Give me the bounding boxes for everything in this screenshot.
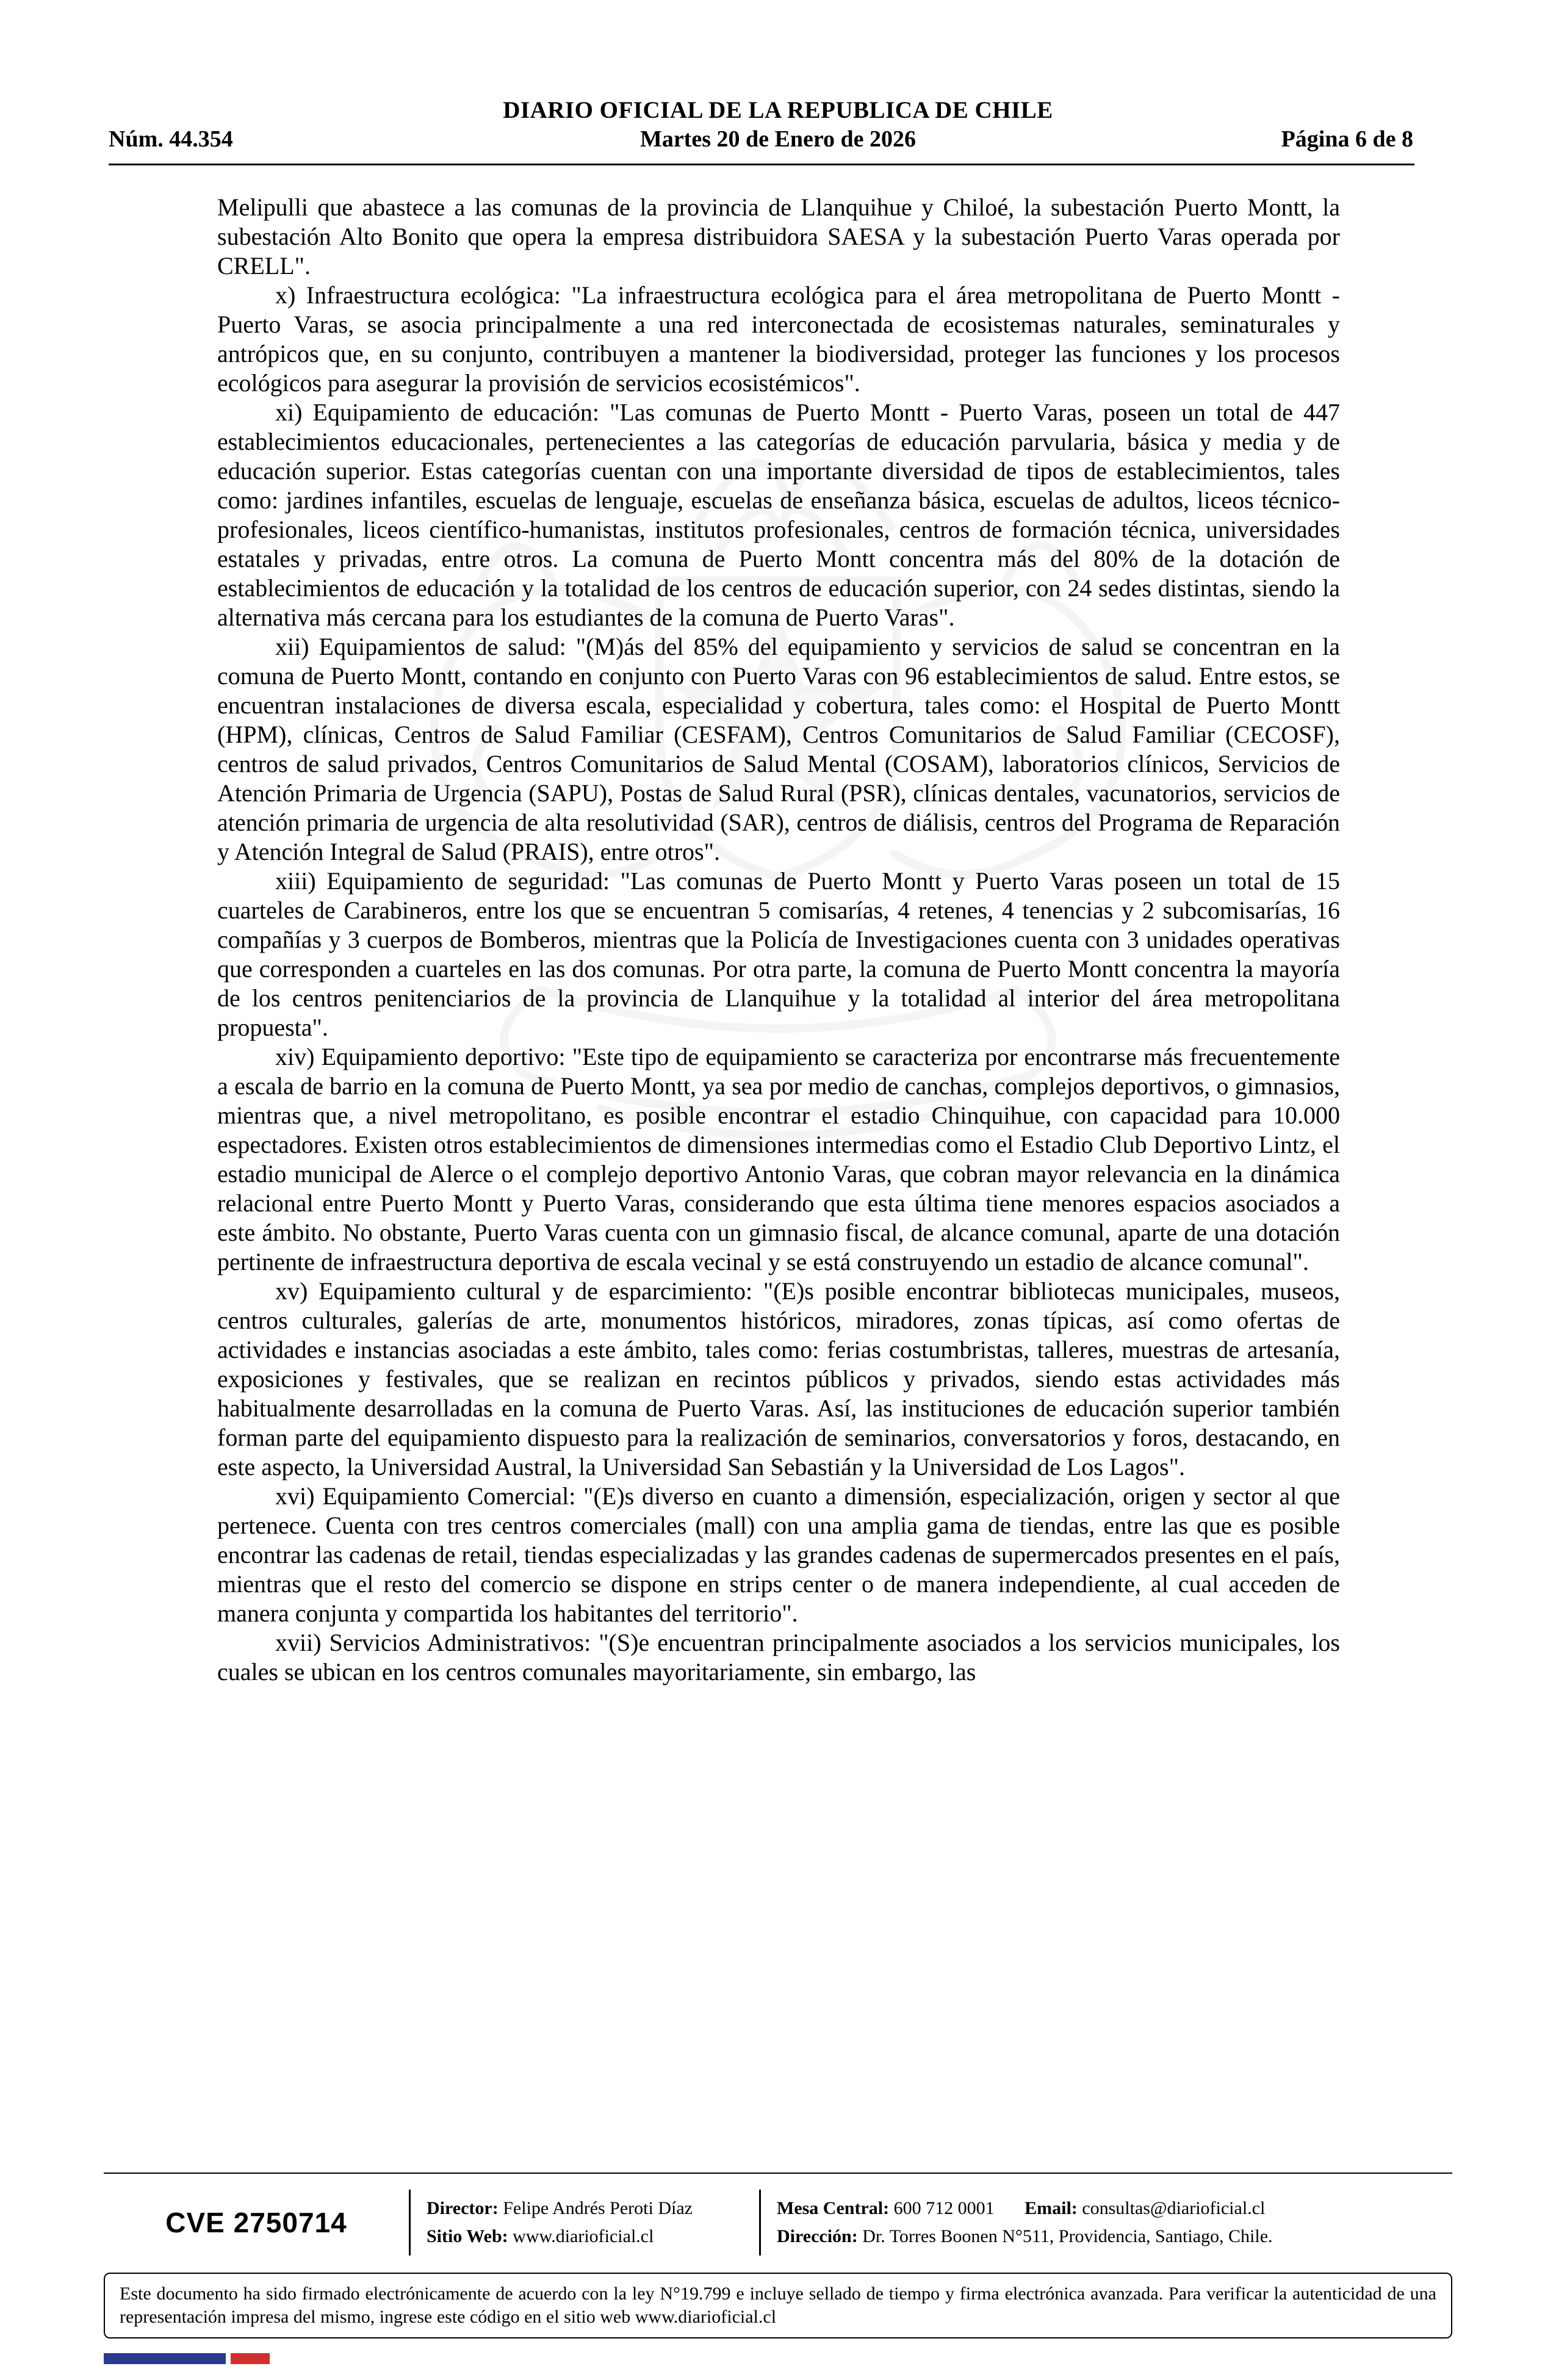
address-value: Dr. Torres Boonen N°511, Providencia, Santiago, Chile. [862,2226,1273,2246]
paragraph-xvii-servicios-admin: xvii) Servicios Administrativos: "(S)e encuentran principalmente asociados a los servicios municipales, los cuales se ubican en los centros comunales mayoritariamente, sin embargo, las [217,1629,1340,1686]
paragraph-xii-salud: xii) Equipamientos de salud: "(M)ás del 85% del equipamiento y servicios de salud se concentran en la comuna de Puerto Montt, contando en conjunto con Puerto Varas con 96 establecimientos de salud. Entre estos, se encuentran instalaciones de diversa escala, especialidad y cobertura, tales como: el Hospital de Puerto Montt (HPM), clínicas, Centros de Salud Familiar (CESFAM), Centros Comunitarios de Salud Familiar (CECOSF), centros de salud privados, Centros Comunitarios de Salud Mental (COSAM), laboratorios clínicos, Servicios de Atención Primaria de Urgencia (SAPU), Postas de Salud Rural (PSR), clínicas dentales, vacunatorios, servicios de atención primaria de urgencia de alta resolutividad (SAR), centros de diálisis, centros del Programa de Reparación y Atención Integral de Salud (PRAIS), entre otros". [217,633,1340,865]
address-line [777,2225,1452,2248]
issue-number: Núm. 44.354 [109,126,233,152]
paragraph-x-infraestructura: x) Infraestructura ecológica: "La infraestructura ecológica para el área metropolitana de Puerto Montt - Puerto Varas, se asocia principalmente a una red interconectada de ecosistemas naturales, seminaturales y antrópicos que, en su conjunto, contribuyen a mantener la biodiversidad, proteger las funciones y los procesos ecológicos para asegurar la provisión de servicios ecosistémicos". [217,281,1340,397]
flag-blue-segment [104,2353,226,2364]
website-label: Sitio Web: [427,2226,508,2246]
paragraph-xiv-deportivo: xiv) Equipamiento deportivo: "Este tipo de equipamiento se caracteriza por encontrarse más frecuentemente a escala de barrio en la comuna de Puerto Montt, ya sea por medio de canchas, complejos deportivos, o gimnasios, mientras que, a nivel metropolitano, es posible encontrar el estadio Chinquihue, con capacidad para 10.000 espectadores. Existen otros establecimientos de dimensiones intermedias como el Estadio Club Deportivo Lintz, el estadio municipal de Alerce o el complejo deportivo Antonio Varas, que cobran mayor relevancia en la dinámica relacional entre Puerto Montt y Puerto Varas, considerando que esta última tiene menores espacios asociados a este ámbito. No obstante, Puerto Varas cuenta con un gimnasio fiscal, de alcance comunal, aparte de una dotación pertinente de infraestructura deportiva de escala vecinal y se está construyendo un estadio de alcance comunal". [217,1043,1340,1275]
footer-divider [104,2173,1452,2174]
address-label: Dirección: [777,2226,858,2246]
mesa-central-line [777,2197,1452,2220]
director-line [427,2197,759,2220]
issue-date: Martes 20 de Enero de 2026 [639,126,917,152]
flag-bar [104,2353,270,2364]
paragraph-xv-cultural: xv) Equipamiento cultural y de esparcimiento: "(E)s posible encontrar bibliotecas municipales, museos, centros culturales, galerías de arte, monumentos históricos, miradores, zonas típicas, así como ofertas de actividades e instancias asociadas a este ámbito, tales como: ferias costumbristas, talleres, muestras de artesanía, exposiciones y festivales, que se realizan en recintos públicos y privados, siendo estas actividades más habitualmente desarrolladas en la comuna de Puerto Varas. Así, las instituciones de educación superior también forman parte del equipamiento dispuesto para la realización de seminarios, conversatorios y foros, destacando, en este aspecto, la Universidad Austral, la Universidad San Sebastián y la Universidad de Los Lagos". [217,1277,1340,1480]
director-name: Felipe Andrés Peroti Díaz [503,2198,693,2218]
website-url: www.diarioficial.cl [513,2226,654,2246]
legal-notice: Este documento ha sido firmado electrónicamente de acuerdo con la ley N°19.799 e incluye sellado de tiempo y firma electrónica avanzada. Para verificar la autenticidad de una representación impresa del mismo, ingrese este código en el sitio web www.diarioficial.cl [104,2273,1452,2339]
paragraph-xvi-comercial: xvi) Equipamiento Comercial: "(E)s diverso en cuanto a dimensión, especialización, origen y sector al que pertenece. Cuenta con tres centros comerciales (mall) con una amplia gama de tiendas, entre las que es posible encontrar las cadenas de retail, tiendas especializadas y las grandes cadenas de supermercados presentes en el país, mientras que el resto del comercio se dispone en strips center o de manera independiente, al cual acceden de manera conjunta y compartida los habitantes del territorio". [217,1482,1340,1627]
paragraph-xiii-seguridad: xiii) Equipamiento de seguridad: "Las comunas de Puerto Montt y Puerto Varas poseen un total de 15 cuarteles de Carabineros, entre los que se encuentran 5 comisarías, 4 retenes, 4 tenencias y 2 subcomisarías, 16 compañías y 3 cuerpos de Bomberos, mientras que la Policía de Investigaciones cuenta con 3 unidades operativas que corresponden a cuarteles en las dos comunas. Por otra parte, la comuna de Puerto Montt concentra la mayoría de los centros penitenciarios de la provincia de Llanquihue y la totalidad al interior del área metropolitana propuesta". [217,867,1340,1041]
paragraph-continuation: Melipulli que abastece a las comunas de la provincia de Llanquihue y Chiloé, la subestación Puerto Montt, la subestación Alto Bonito que opera la empresa distribuidora SAESA y la subestación Puerto Varas operada por CRELL". [217,193,1340,279]
page-indicator: Página 6 de 8 [1281,126,1413,152]
email-label: Email: [1025,2198,1078,2218]
article-body [217,193,1340,1687]
email-address: consultas@diarioficial.cl [1082,2198,1266,2218]
footer-info [104,2190,1452,2256]
paragraph-xi-educacion: xi) Equipamiento de educación: "Las comunas de Puerto Montt - Puerto Varas, poseen un total de 447 establecimientos educacionales, pertenecientes a las categorías de educación parvularia, básica y media y de educación superior. Estas categorías cuentan con una importante diversidad de tipos de establecimientos, tales como: jardines infantiles, escuelas de lenguaje, escuelas de enseñanza básica, escuelas de adultos, liceos técnico-profesionales, liceos científico-humanistas, institutos profesionales, centros de formación técnica, universidades estatales y privadas, entre otros. La comuna de Puerto Montt concentra más del 80% de la dotación de establecimientos de educación y la totalidad de los centros de educación superior, con 24 sedes distintas, siendo la alternativa más cercana para los estudiantes de la comuna de Puerto Varas". [217,398,1340,631]
mesa-central-number: 600 712 0001 [893,2198,995,2218]
mesa-central-label: Mesa Central: [777,2198,890,2218]
footer-contact-column [759,2190,1452,2256]
website-line [427,2225,759,2248]
footer-director-column [409,2190,759,2256]
director-label: Director: [427,2198,499,2218]
gazette-title: DIARIO OFICIAL DE LA REPUBLICA DE CHILE [503,97,1053,123]
flag-red-segment [231,2353,270,2364]
cve-code: CVE 2750714 [165,2207,347,2238]
header-divider [109,164,1414,165]
